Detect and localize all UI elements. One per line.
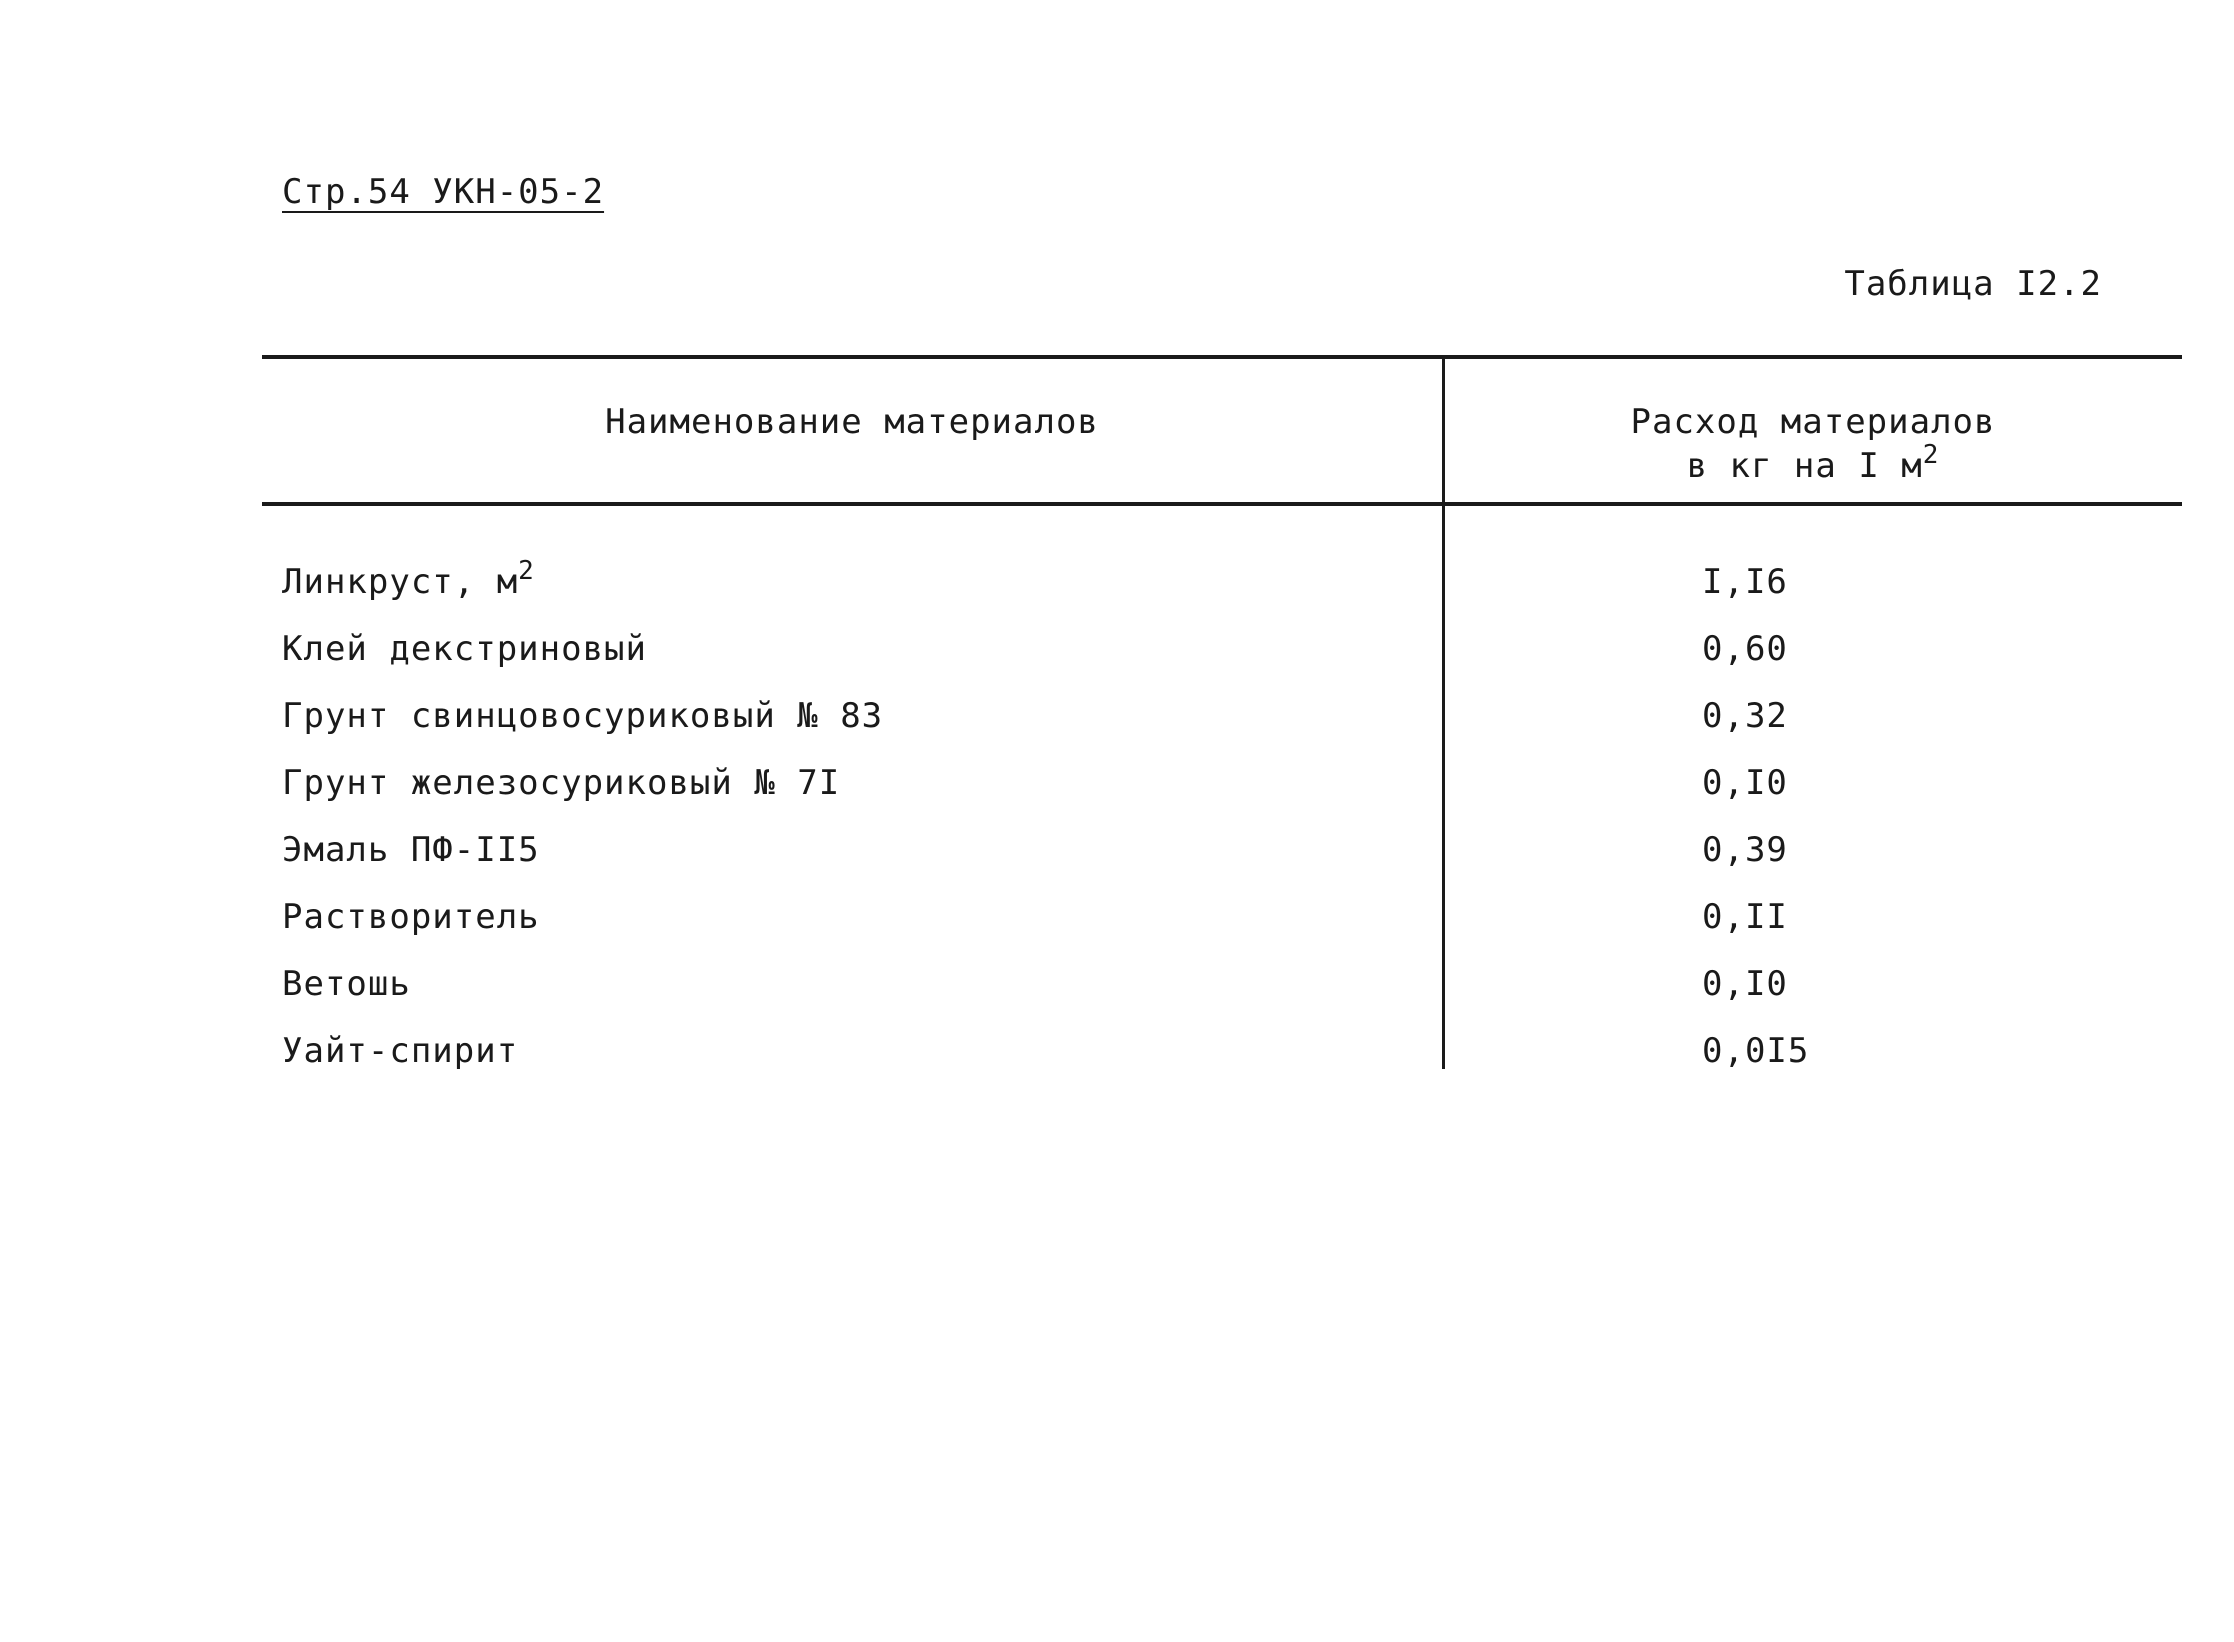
table-header-rule [262,502,2182,506]
table-row [282,556,2182,629]
material-name: Линкруст, $м^2$ [282,556,535,602]
material-usage: 0,0I5 [1702,1031,1810,1071]
material-name: Грунт железосуриковый № 7I [282,763,841,803]
table-top-rule [262,355,2182,359]
material-name: Ветошь [282,964,411,1004]
material-name: Растворитель [282,897,540,937]
table-caption: Таблица I2.2 [1844,264,2102,304]
table-row [282,830,2182,897]
header-usage-line1: Расход материалов [1630,402,1996,442]
table-body [282,556,2182,1098]
table-row [282,763,2182,830]
material-usage: 0,I0 [1702,763,1788,803]
header-material-name: Наименование материалов [605,402,1099,442]
material-name: Клей декстриновый [282,629,647,669]
material-name: Грунт свинцовосуриковый № 83 [282,696,884,736]
table-row [282,897,2182,964]
material-name: Уайт-спирит [282,1031,519,1071]
header-usage-unit: в кг на I м [1686,446,1923,486]
page-reference: Стр.54 УКН-05-2 [282,172,605,212]
material-usage: 0,II [1702,897,1788,937]
material-usage: 0,I0 [1702,964,1788,1004]
table-row [282,964,2182,1031]
material-usage: 0,39 [1702,830,1788,870]
table-row [282,696,2182,763]
material-name: Эмаль ПФ-II5 [282,830,540,870]
material-usage: 0,60 [1702,629,1788,669]
unit-superscript: 2 [518,556,535,586]
header-usage-superscript: 2 [1922,440,1940,470]
table-row [282,1031,2182,1098]
material-usage: 0,32 [1702,696,1788,736]
header-material-usage [1444,400,2182,488]
material-usage: I,I6 [1702,562,1788,602]
header-usage-line2 [1444,440,2182,488]
table-row [282,629,2182,696]
